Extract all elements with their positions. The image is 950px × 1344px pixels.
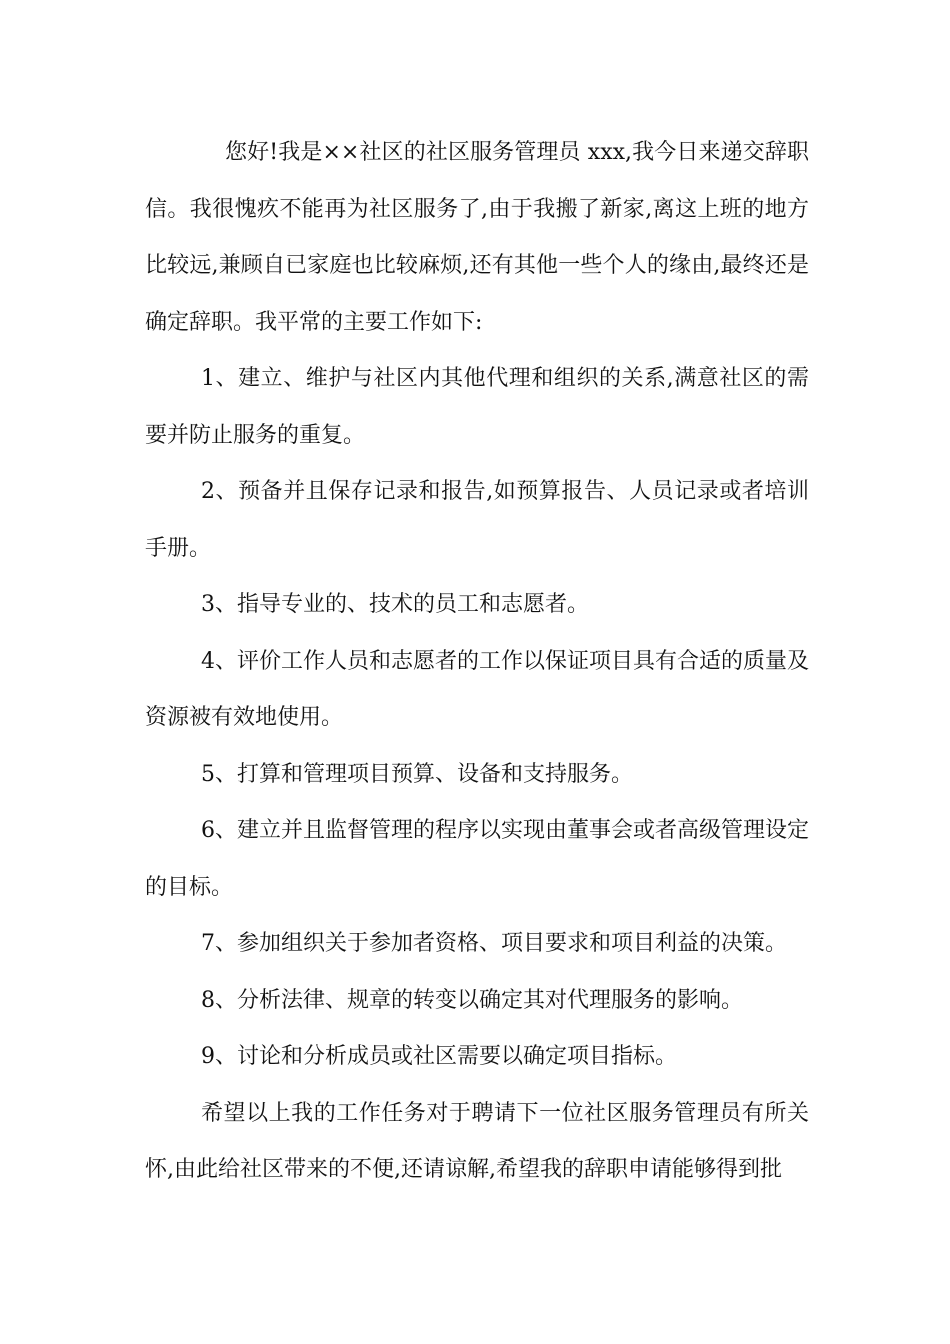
duty-item-6: 6、建立并且监督管理的程序以实现由董事会或者高级管理设定的目标。 bbox=[145, 818, 809, 900]
closing-paragraph: 希望以上我的工作任务对于聘请下一位社区服务管理员有所关怀,由此给社区带来的不便,还请谅解,希望我的辞职申请能够得到批 bbox=[145, 1100, 809, 1182]
duty-item-4: 4、评价工作人员和志愿者的工作以保证项目具有合适的质量及资源被有效地使用。 bbox=[145, 648, 809, 730]
letter-body bbox=[145, 125, 809, 1199]
duty-item-1: 1、建立、维护与社区内其他代理和组织的关系,满意社区的需要并防止服务的重复。 bbox=[145, 366, 809, 448]
duty-item-9: 9、讨论和分析成员或社区需要以确定项目指标。 bbox=[201, 1044, 677, 1069]
greeting-paragraph: 您好!我是××社区的社区服务管理员 xxx,我今日来递交辞职信。我很愧疚不能再为社区服务了,由于我搬了新家,离这上班的地方比较远,兼顾自已家庭也比较麻烦,还有其他一些个人的缘由,最终还是确定辞职。我平常的主要工作如下: bbox=[145, 140, 809, 335]
duty-item-3: 3、指导专业的、技术的员工和志愿者。 bbox=[201, 592, 589, 617]
duty-item-5: 5、打算和管理项目预算、设备和支持服务。 bbox=[201, 761, 633, 787]
duty-item-7: 7、参加组织关于参加者资格、项目要求和项目利益的决策。 bbox=[201, 931, 787, 956]
duty-item-8: 8、分析法律、规章的转变以确定其对代理服务的影响。 bbox=[201, 987, 743, 1013]
duty-item-2: 2、预备并且保存记录和报告,如预算报告、人员记录或者培训手册。 bbox=[145, 479, 809, 561]
